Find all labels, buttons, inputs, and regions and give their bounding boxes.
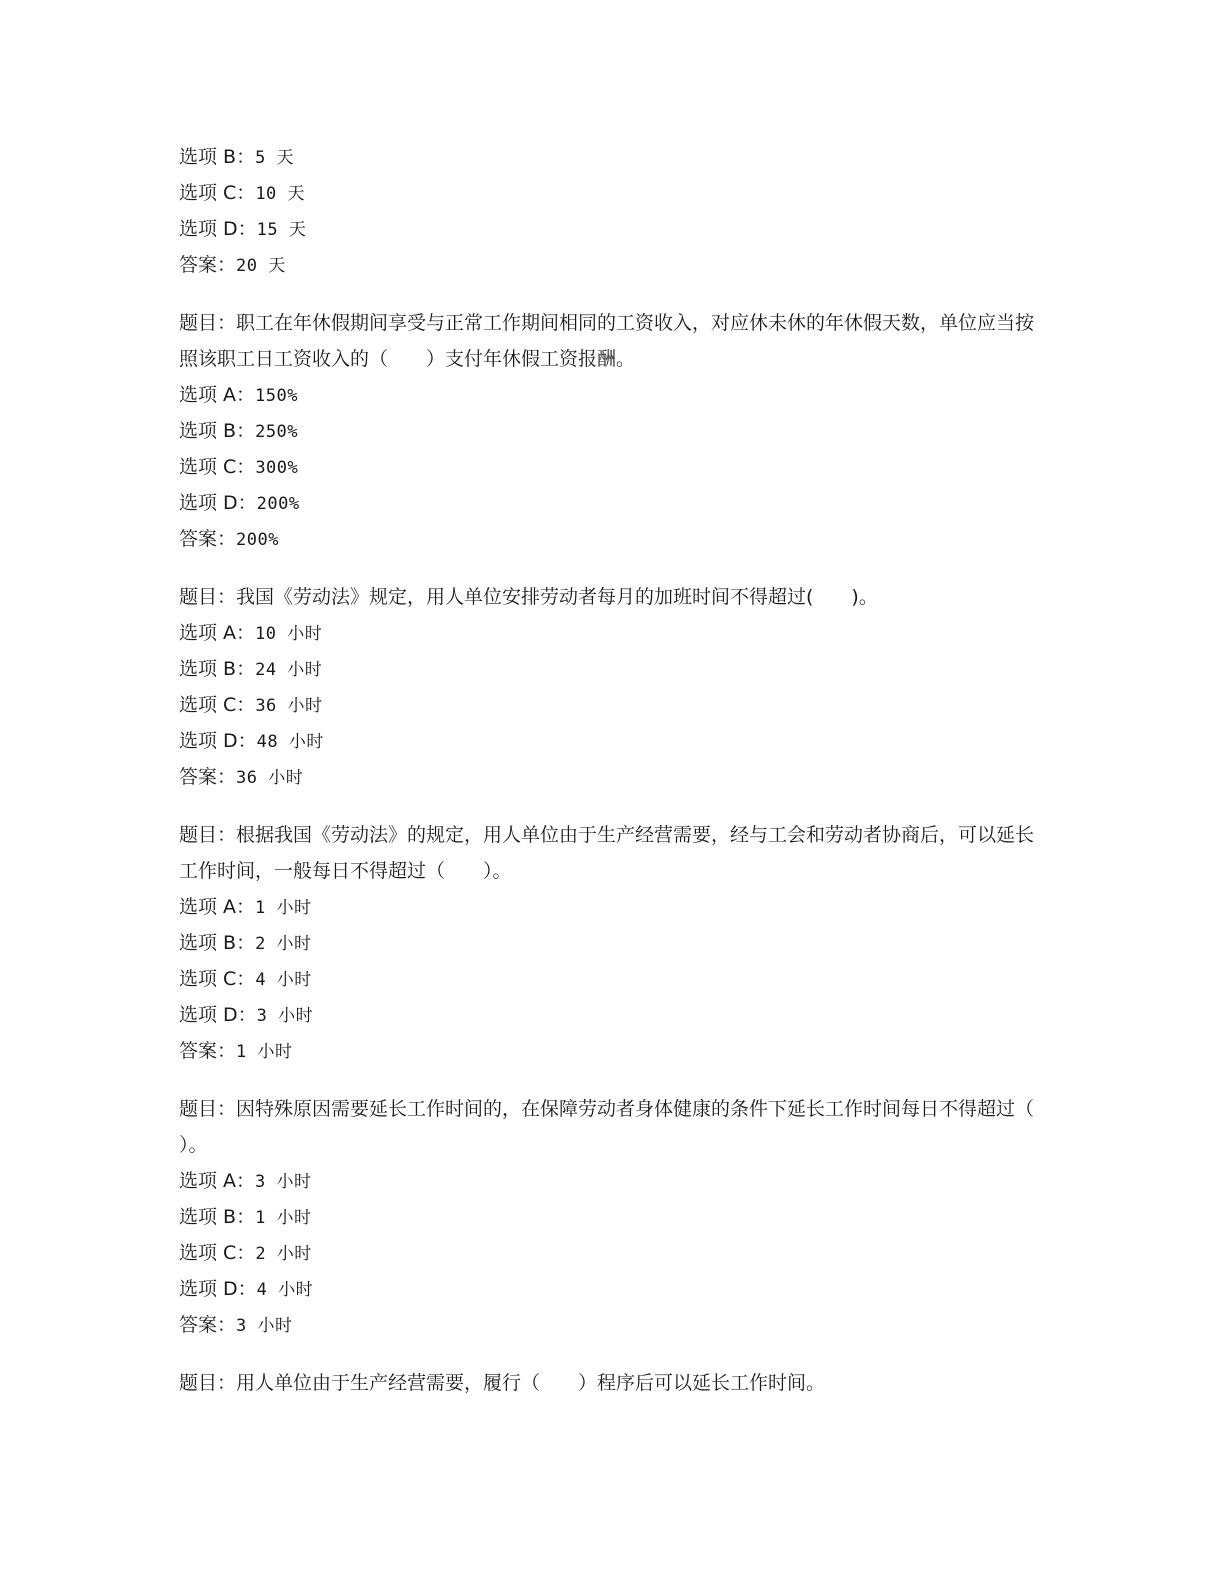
option-value: 3 小时: [255, 1172, 312, 1192]
answer-label: 答案：: [179, 1040, 237, 1062]
option-label: 选项 D：: [179, 1004, 257, 1026]
spacer: [179, 557, 1039, 579]
option-label: 选项 B：: [179, 932, 256, 954]
question-title: 题目：我国《劳动法》规定，用人单位安排劳动者每月的加班时间不得超过( )。: [179, 586, 878, 608]
option-line: [179, 175, 1039, 211]
option-line: [179, 485, 1039, 521]
option-line: [179, 723, 1039, 759]
option-value: 36 小时: [255, 696, 323, 716]
answer-value: 36 小时: [236, 768, 304, 788]
answer-label: 答案：: [179, 254, 237, 276]
option-line: [179, 961, 1039, 997]
option-value: 250%: [255, 422, 299, 442]
option-label: 选项 C：: [179, 694, 256, 716]
document-page: [179, 139, 1073, 1401]
option-label: 选项 D：: [179, 730, 257, 752]
question-title: 题目：因特殊原因需要延长工作时间的，在保障劳动者身体健康的条件下延长工作时间每日不得超过（ ）。: [179, 1098, 1073, 1156]
option-label: 选项 B：: [179, 658, 256, 680]
question-block: [179, 817, 1039, 1069]
option-value: 200%: [256, 494, 300, 514]
answer-line: [179, 521, 1039, 557]
answer-value: 3 小时: [236, 1316, 293, 1336]
option-label: 选项 A：: [179, 1170, 256, 1192]
question-block: [179, 1091, 1073, 1343]
option-line: [179, 889, 1039, 925]
option-label: 选项 C：: [179, 456, 256, 478]
option-line: [179, 211, 1039, 247]
option-value: 15 天: [256, 220, 307, 240]
option-label: 选项 B：: [179, 420, 256, 442]
option-value: 10 天: [255, 184, 306, 204]
option-value: 3 小时: [256, 1006, 314, 1026]
option-label: 选项 C：: [179, 182, 256, 204]
option-value: 2 小时: [255, 934, 312, 954]
spacer: [179, 1069, 1039, 1091]
option-line: [179, 1271, 1039, 1307]
question-block-partial: [179, 139, 1039, 283]
option-label: 选项 B：: [179, 146, 256, 168]
option-line: [179, 651, 1039, 687]
question-title: 题目：用人单位由于生产经营需要，履行（ ）程序后可以延长工作时间。: [179, 1372, 826, 1394]
question-block: [179, 305, 1039, 557]
option-line: [179, 1199, 1039, 1235]
option-value: 300%: [255, 458, 299, 478]
answer-label: 答案：: [179, 1314, 237, 1336]
question-title: 题目：根据我国《劳动法》的规定，用人单位由于生产经营需要，经与工会和劳动者协商后，可以延长工作时间，一般每日不得超过（ ）。: [179, 824, 1035, 882]
option-label: 选项 A：: [179, 384, 256, 406]
answer-value: 1 小时: [236, 1042, 293, 1062]
option-label: 选项 D：: [179, 492, 257, 514]
option-label: 选项 C：: [179, 1242, 256, 1264]
answer-line: [179, 247, 1039, 283]
option-label: 选项 D：: [179, 218, 257, 240]
spacer: [179, 283, 1039, 305]
question-block: [179, 579, 1039, 795]
option-value: 4 小时: [256, 1280, 314, 1300]
option-label: 选项 B：: [179, 1206, 256, 1228]
option-value: 1 小时: [255, 898, 312, 918]
option-line: [179, 997, 1039, 1033]
option-label: 选项 A：: [179, 896, 256, 918]
option-label: 选项 D：: [179, 1278, 257, 1300]
spacer: [179, 795, 1039, 817]
answer-value: 20 天: [236, 256, 286, 276]
option-line: [179, 687, 1039, 723]
option-line: [179, 925, 1039, 961]
option-value: 4 小时: [255, 970, 312, 990]
option-line: [179, 413, 1039, 449]
spacer: [179, 1343, 1039, 1365]
option-line: [179, 615, 1039, 651]
option-value: 48 小时: [256, 732, 324, 752]
question-title: 题目：职工在年休假期间享受与正常工作期间相同的工资收入，对应休未休的年休假天数，单位应当按照该职工日工资收入的（ ）支付年休假工资报酬。: [179, 312, 1035, 370]
option-value: 2 小时: [255, 1244, 312, 1264]
option-value: 1 小时: [255, 1208, 312, 1228]
option-line: [179, 449, 1039, 485]
question-block: [179, 1365, 1039, 1401]
answer-line: [179, 1307, 1039, 1343]
answer-value: 200%: [236, 530, 279, 550]
option-value: 10 小时: [255, 624, 323, 644]
answer-label: 答案：: [179, 528, 237, 550]
answer-label: 答案：: [179, 766, 237, 788]
option-value: 24 小时: [255, 660, 323, 680]
option-label: 选项 C：: [179, 968, 256, 990]
option-line: [179, 139, 1039, 175]
option-line: [179, 1163, 1039, 1199]
option-line: [179, 377, 1039, 413]
option-label: 选项 A：: [179, 622, 256, 644]
answer-line: [179, 759, 1039, 795]
option-line: [179, 1235, 1039, 1271]
option-value: 150%: [255, 386, 298, 406]
option-value: 5 天: [255, 148, 295, 168]
answer-line: [179, 1033, 1039, 1069]
